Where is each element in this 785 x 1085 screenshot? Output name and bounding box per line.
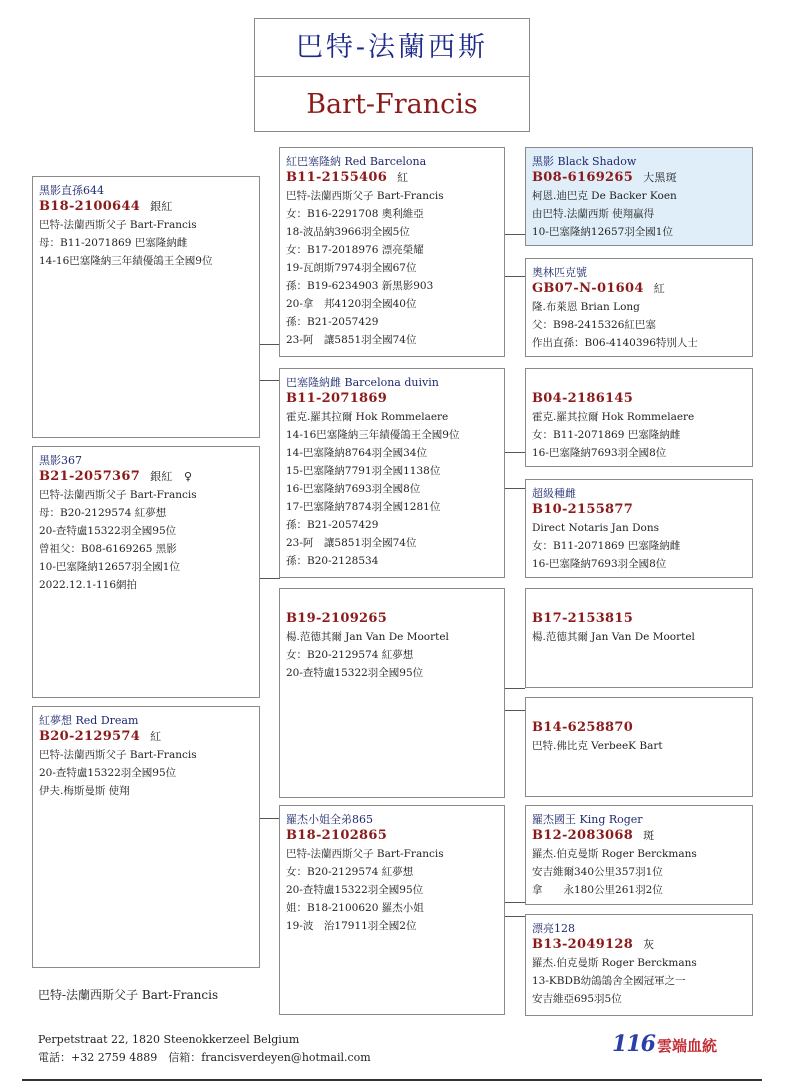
g3-ring — [532, 280, 746, 298]
g3-name: 奧林匹克號 — [532, 266, 587, 279]
g3-card-4 — [525, 479, 753, 578]
g3-card-6 — [525, 697, 753, 797]
ring-number: GB07-N-01604 — [532, 281, 644, 296]
info-line: 巴特-法蘭西斯父子 Bart-Francis — [286, 190, 444, 202]
info-line: 巴特-法蘭西斯父子 Bart-Francis — [39, 749, 197, 761]
info-line: 姐：B18-2100620 羅杰小姐 — [286, 902, 424, 914]
contact-line: 電話：+32 2759 4889 信箱：francisverdeyen@hotmail.com — [38, 1051, 371, 1064]
g3-ring — [532, 719, 746, 737]
color-label: 銀紅 — [150, 200, 173, 213]
ring-number: B20-2129574 — [39, 729, 141, 744]
logo-text: 雲端血統 — [656, 1037, 717, 1055]
info-line: 20-查特盧15322羽全國95位 — [286, 667, 424, 679]
info-line: 14-16巴塞隆納三年績優鴿王全國9位 — [39, 255, 213, 267]
info-line: 19-波 治17911羽全國2位 — [286, 920, 417, 932]
g2-ring — [286, 390, 498, 408]
g3-card-8 — [525, 914, 753, 1016]
info-line: 女：B11-2071869 巴塞隆納雌 — [532, 540, 681, 552]
address: Perpetstraat 22, 1820 Steenokkerzeel Belgium — [38, 1033, 300, 1046]
g3-card-5 — [525, 588, 753, 688]
g2-name: 紅巴塞隆納 Red Barcelona — [286, 155, 427, 168]
ring-number: B17-2153815 — [532, 611, 634, 626]
g2-name — [286, 595, 498, 610]
g3-ring — [532, 610, 746, 628]
subject-name: 黑影直孫644 — [39, 184, 104, 197]
info-line: 安吉維爾340公里357羽1位 — [532, 866, 663, 878]
color-label: 紅 — [653, 282, 665, 295]
color-label: 灰 — [643, 938, 655, 951]
connector-line — [260, 578, 280, 579]
info-line: 楊.范德其爾 Jan Van De Moortel — [532, 631, 695, 643]
info-line: 柯恩.迪巴克 De Backer Koen — [532, 190, 677, 202]
info-line: 17-巴塞隆納7874羽全國1281位 — [286, 501, 441, 513]
info-line: 巴特-法蘭西斯父子 Bart-Francis — [39, 489, 197, 501]
connector-line — [260, 818, 280, 819]
connector-line — [505, 710, 525, 711]
info-line: 由巴特.法蘭西斯 使翔贏得 — [532, 208, 655, 220]
title-chinese: 巴特-法蘭西斯 — [255, 19, 529, 77]
info-line: 霍克.羅其拉爾 Hok Rommelaere — [532, 411, 695, 423]
info-line: 10-巴塞隆納12657羽全國1位 — [532, 226, 673, 238]
g2-name: 羅杰小姐全弟865 — [286, 813, 373, 826]
info-line: 13-KBDB幼鴿鴿舍全國冠軍之一 — [532, 975, 686, 987]
g3-ring — [532, 501, 746, 519]
g3-ring — [532, 390, 746, 408]
ring-number: B18-2102865 — [286, 828, 388, 843]
connector-line — [505, 452, 525, 453]
info-line: 父：B98-2415326紅巴塞 — [532, 319, 656, 331]
info-line: 拿 永180公里261羽2位 — [532, 884, 663, 896]
info-line: 2022.12.1-116網拍 — [39, 579, 138, 591]
info-line: 14-巴塞隆納8764羽全國34位 — [286, 447, 427, 459]
info-line: 母：B11-2071869 巴塞隆納雌 — [39, 237, 188, 249]
ring-number: B11-2071869 — [286, 391, 388, 406]
g3-ring — [532, 169, 746, 187]
info-line: 作出直孫：B06-4140396特別人士 — [532, 337, 698, 349]
bottom-rule — [22, 1079, 762, 1081]
info-line: 15-巴塞隆納7791羽全國1138位 — [286, 465, 441, 477]
g3-name — [532, 375, 746, 390]
g3-card-7 — [525, 805, 753, 905]
subject-card — [32, 176, 260, 438]
color-label: 紅 — [150, 730, 162, 743]
info-line: 18-波品納3966羽全國5位 — [286, 226, 410, 238]
connector-line — [260, 344, 280, 345]
info-line: 20-查特盧15322羽全國95位 — [39, 525, 177, 537]
title-box — [254, 18, 530, 132]
title-english: Bart-Francis — [306, 89, 478, 120]
g2-card-dam — [279, 368, 505, 578]
color-label: 斑 — [643, 829, 655, 842]
connector-line — [505, 276, 525, 277]
connector-line — [505, 688, 525, 689]
ring-number: B04-2186145 — [532, 391, 634, 406]
g3-name: 漂亮128 — [532, 922, 575, 935]
g3-ring — [532, 827, 746, 845]
info-line: 孫：B21-2057429 — [286, 519, 379, 531]
g3-name: 超級種雌 — [532, 487, 576, 500]
info-line: 伊夫.梅斯曼斯 使翔 — [39, 785, 130, 797]
g2-card-dam-dam — [279, 805, 505, 1015]
info-line: 女：B20-2129574 紅夢想 — [286, 866, 414, 878]
g3-card-1 — [525, 147, 753, 246]
info-line: 16-巴塞隆納7693羽全國8位 — [532, 558, 667, 570]
info-line: 孫：B19-6234903 新黑影903 — [286, 280, 434, 292]
g2-ring — [286, 169, 498, 187]
g2-card-dam-sire — [279, 588, 505, 798]
info-line: 女：B11-2071869 巴塞隆納雌 — [532, 429, 681, 441]
info-line: 女：B20-2129574 紅夢想 — [286, 649, 414, 661]
color-label: 大黑斑 — [643, 171, 677, 184]
g3-card-2 — [525, 258, 753, 357]
sibling-card — [32, 446, 260, 698]
dam-name: 紅夢想 Red Dream — [39, 714, 139, 727]
logo — [612, 1031, 722, 1057]
info-line: 23-阿 讓5851羽全國74位 — [286, 537, 417, 549]
info-line: 16-巴塞隆納7693羽全國8位 — [532, 447, 667, 459]
info-line: 16-巴塞隆納7693羽全國8位 — [286, 483, 421, 495]
ring-number: B18-2100644 — [39, 199, 141, 214]
info-line: 隆.布萊恩 Brian Long — [532, 301, 640, 313]
info-line: 羅杰.伯克曼斯 Roger Berckmans — [532, 848, 697, 860]
g3-card-3 — [525, 368, 753, 467]
dam-ring — [39, 728, 253, 746]
connector-line — [260, 380, 280, 381]
ring-number: B11-2155406 — [286, 170, 388, 185]
connector-line — [505, 488, 525, 489]
ring-number: B13-2049128 — [532, 937, 634, 952]
dam-card — [32, 706, 260, 968]
info-line: 14-16巴塞隆納三年績優鴿王全國9位 — [286, 429, 460, 441]
subject-ring — [39, 198, 253, 216]
ring-number: B21-2057367 — [39, 469, 141, 484]
ring-number: B12-2083068 — [532, 828, 634, 843]
sibling-name: 黑影367 — [39, 454, 82, 467]
info-line: 孫：B20-2128534 — [286, 555, 379, 567]
connector-line — [505, 916, 525, 917]
info-line: 23-阿 讓5851羽全國74位 — [286, 334, 417, 346]
ring-number: B08-6169265 — [532, 170, 634, 185]
logo-number: 116 — [612, 1031, 655, 1057]
g3-name — [532, 704, 746, 719]
info-line: Direct Notaris Jan Dons — [532, 522, 659, 534]
g3-name: 黑影 Black Shadow — [532, 155, 637, 168]
info-line: 孫：B21-2057429 — [286, 316, 379, 328]
info-line: 女：B16-2291708 奧利維亞 — [286, 208, 424, 220]
color-label: 銀紅 ♀ — [150, 470, 193, 483]
g2-ring — [286, 827, 498, 845]
info-line: 10-巴塞隆納12657羽全國1位 — [39, 561, 180, 573]
g2-card-sire — [279, 147, 505, 357]
info-line: 巴特-法蘭西斯父子 Bart-Francis — [286, 848, 444, 860]
info-line: 19-瓦朗斯7974羽全國67位 — [286, 262, 417, 274]
info-line: 巴特.佛比克 VerbeeK Bart — [532, 740, 663, 752]
ring-number: B10-2155877 — [532, 502, 634, 517]
info-line: 霍克.羅其拉爾 Hok Rommelaere — [286, 411, 449, 423]
ring-number: B19-2109265 — [286, 611, 388, 626]
info-line: 20-查特盧15322羽全國95位 — [39, 767, 177, 779]
connector-line — [505, 902, 525, 903]
g2-name: 巴塞隆納雌 Barcelona duivin — [286, 376, 439, 389]
g3-ring — [532, 936, 746, 954]
info-line: 安吉維亞695羽5位 — [532, 993, 622, 1005]
info-line: 20-拿 邦4120羽全國40位 — [286, 298, 417, 310]
info-line: 羅杰.伯克曼斯 Roger Berckmans — [532, 957, 697, 969]
g2-ring — [286, 610, 498, 628]
info-line: 20-查特盧15322羽全國95位 — [286, 884, 424, 896]
color-label: 紅 — [397, 171, 409, 184]
ring-number: B14-6258870 — [532, 720, 634, 735]
g3-name — [532, 595, 746, 610]
g3-name: 羅杰國王 King Roger — [532, 813, 643, 826]
info-line: 女：B17-2018976 漂亮榮耀 — [286, 244, 424, 256]
info-line: 楊.范德其爾 Jan Van De Moortel — [286, 631, 449, 643]
owner-name: 巴特-法蘭西斯父子 Bart-Francis — [38, 988, 219, 1002]
info-line: 曾祖父：B08-6169265 黑影 — [39, 543, 177, 555]
info-line: 母：B20-2129574 紅夢想 — [39, 507, 167, 519]
info-line: 巴特-法蘭西斯父子 Bart-Francis — [39, 219, 197, 231]
connector-line — [505, 234, 525, 235]
sibling-ring — [39, 468, 253, 486]
